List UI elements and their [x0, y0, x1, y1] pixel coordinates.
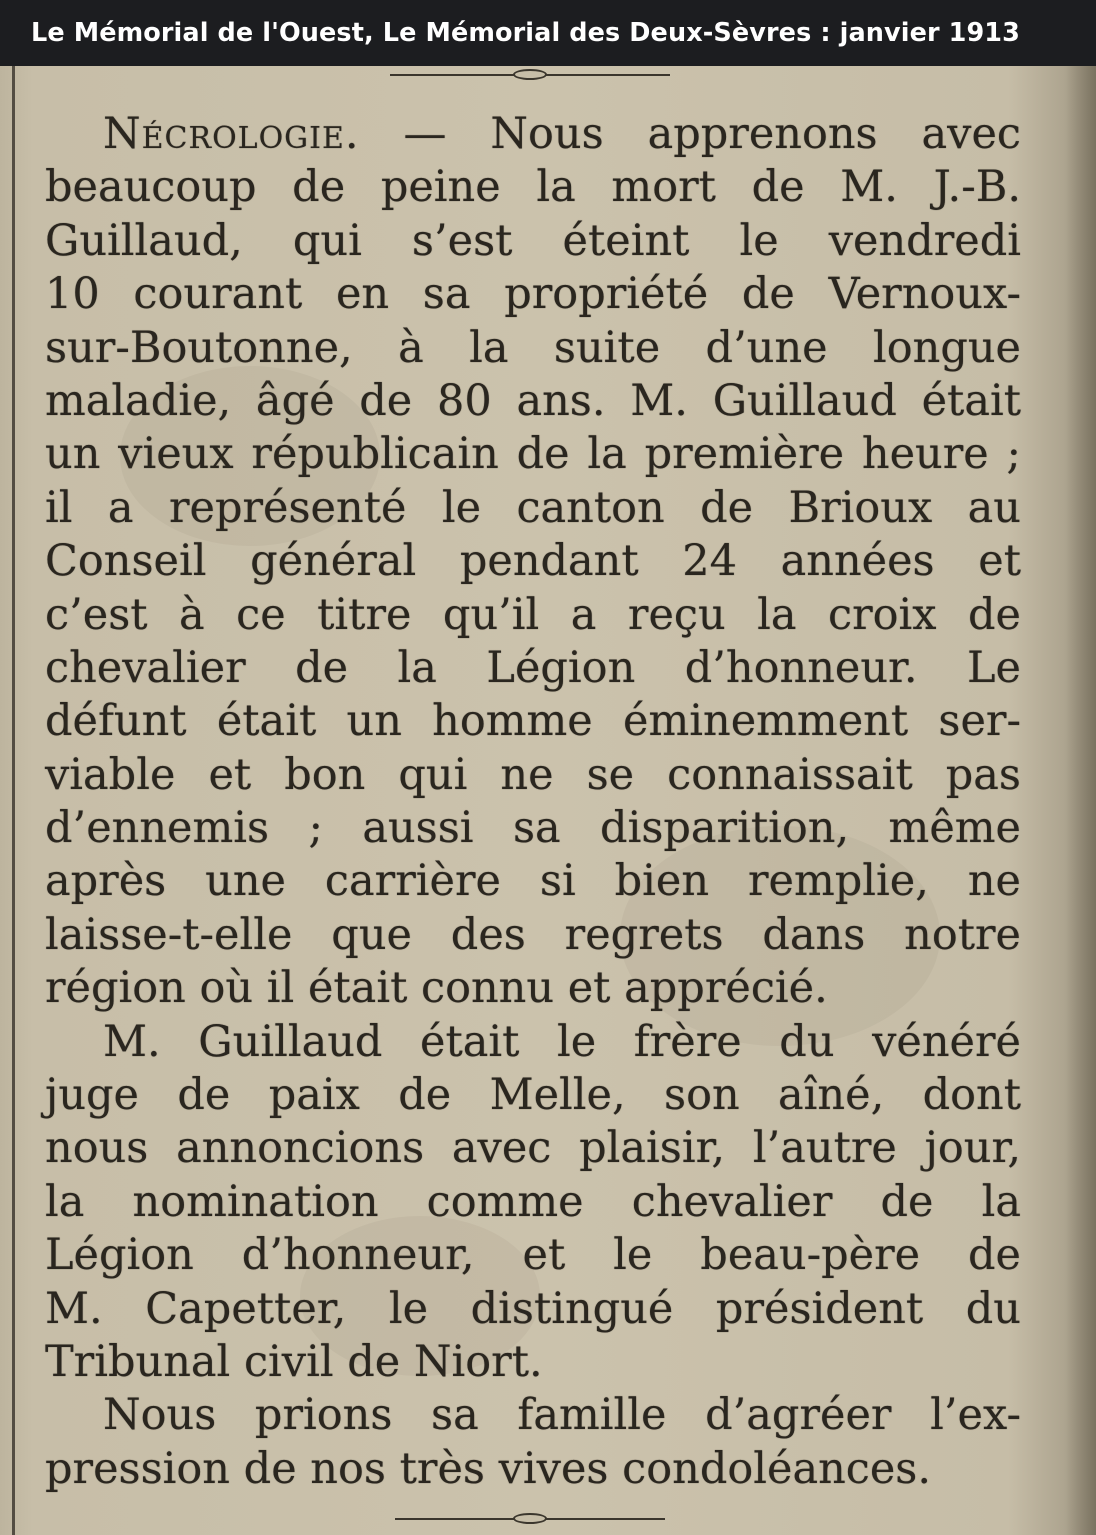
article-line — [45, 1176, 1021, 1229]
article-line-text: Guillaud, qui s’est éteint le vendredi — [45, 215, 1021, 266]
article-line — [45, 695, 1021, 748]
article-line — [45, 1016, 1021, 1069]
article-line-text: M. Capetter, le distingué président du — [45, 1283, 1021, 1334]
article-line-text: la nomination comme chevalier de la — [45, 1176, 1021, 1227]
article-heading: Nécrologie. — [103, 109, 360, 159]
newspaper-scan — [0, 66, 1096, 1535]
article-line — [45, 482, 1021, 535]
article-line-text: après une carrière si bien remplie, ne — [45, 856, 1021, 907]
article-line-text: Tribunal civil de Niort. — [45, 1336, 543, 1387]
article-line — [45, 909, 1021, 962]
article-line-text: chevalier de la Légion d’honneur. Le — [45, 642, 1021, 693]
document-title: Le Mémorial de l'Ouest, Le Mémorial des Deux-Sèvres : janvier 1913 — [0, 0, 1096, 66]
article-line — [45, 962, 1021, 1015]
page-gutter-shadow — [1066, 66, 1096, 1535]
article-line — [45, 1069, 1021, 1122]
article-line-text: juge de paix de Melle, son aîné, dont — [45, 1070, 1021, 1121]
article-line-text: beaucoup de peine la mort de M. J.-B. — [45, 162, 1021, 213]
article-line — [45, 1336, 1021, 1389]
article-line — [45, 642, 1021, 695]
obituary-article — [45, 108, 1021, 1496]
article-line-text: Nous apprenons avec — [490, 109, 1022, 159]
bottom-ornament-divider — [395, 1512, 665, 1526]
article-line-text: nous annoncions avec plaisir, l’autre jour, — [45, 1123, 1021, 1174]
article-line — [45, 855, 1021, 908]
article-line-text: Conseil général pendant 24 années et — [45, 536, 1021, 587]
article-line — [45, 161, 1021, 214]
article-line-text: d’ennemis ; aussi sa disparition, même — [45, 803, 1021, 854]
article-line — [45, 1229, 1021, 1282]
article-line — [45, 1443, 1021, 1496]
top-ornament-divider — [390, 68, 670, 82]
article-line — [45, 375, 1021, 428]
article-line-text: sur-Boutonne, à la suite d’une longue — [45, 322, 1021, 373]
article-line-text: M. Guillaud était le frère du vénéré — [103, 1016, 1021, 1067]
article-line-text: pression de nos très vives condoléances. — [45, 1443, 932, 1494]
article-line-text: défunt était un homme éminemment ser- — [45, 696, 1021, 747]
article-line — [45, 749, 1021, 802]
article-line — [45, 215, 1021, 268]
article-line: Nécrologie. — Nous apprenons avec — [103, 109, 1022, 159]
article-line-text: maladie, âgé de 80 ans. M. Guillaud était — [45, 375, 1021, 426]
article-line-text: viable et bon qui ne se connaissait pas — [45, 749, 1021, 800]
article-line-text: 10 courant en sa propriété de Vernoux- — [45, 269, 1021, 320]
article-line-text: il a représenté le canton de Brioux au — [45, 482, 1021, 533]
article-line-text: Légion d’honneur, et le beau-père de — [45, 1230, 1021, 1281]
article-line-text: un vieux républicain de la première heure ; — [45, 429, 1021, 480]
article-line — [45, 428, 1021, 481]
article-line — [45, 268, 1021, 321]
article-line — [45, 589, 1021, 642]
article-line — [45, 535, 1021, 588]
article-line — [45, 802, 1021, 855]
article-line — [45, 1122, 1021, 1175]
article-line — [45, 322, 1021, 375]
article-line-text: Nous prions sa famille d’agréer l’ex- — [103, 1390, 1021, 1441]
article-line — [45, 1283, 1021, 1336]
article-line-text: c’est à ce titre qu’il a reçu la croix de — [45, 589, 1021, 640]
article-line-text: région où il était connu et apprécié. — [45, 963, 828, 1014]
article-line-text: laisse-t-elle que des regrets dans notre — [45, 909, 1021, 960]
column-rule — [12, 66, 15, 1535]
article-line — [45, 1389, 1021, 1442]
